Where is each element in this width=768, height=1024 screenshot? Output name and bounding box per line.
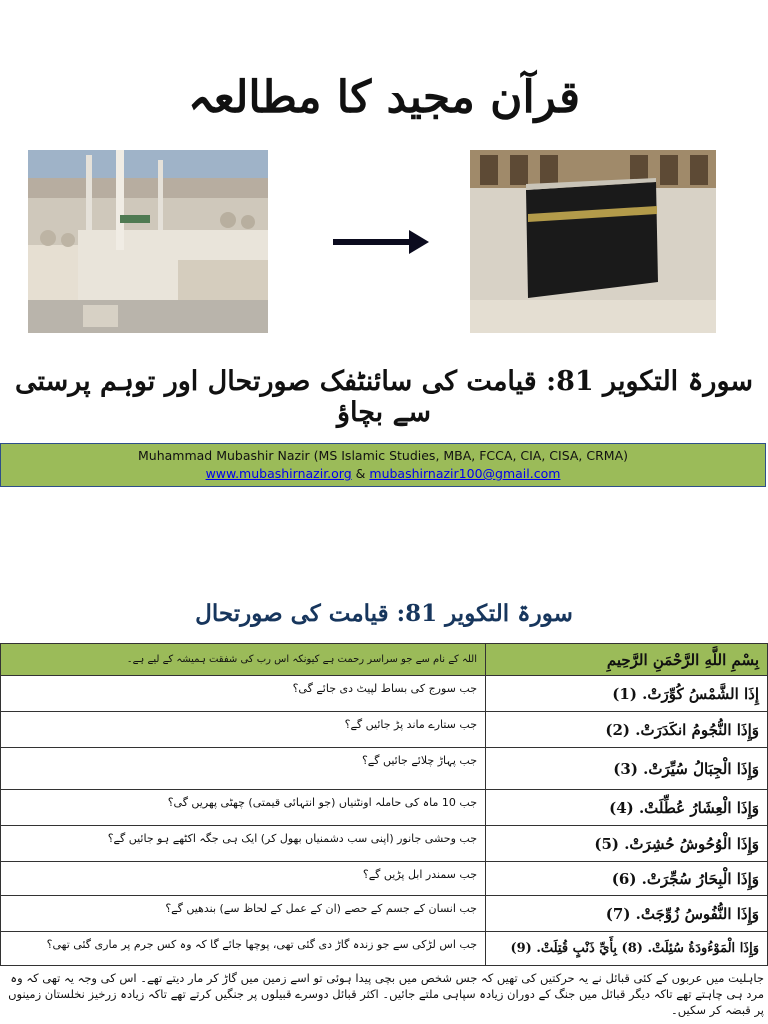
email-link[interactable]: mubashirnazir100@gmail.com <box>369 466 561 481</box>
section-title: سورۃ التکویر 81: قیامت کی صورتحال <box>195 600 573 627</box>
arabic-cell: وَإِذَا النُّفُوسُ زُوِّجَتْ. (7) <box>486 896 768 932</box>
table-row <box>1 712 768 748</box>
mosque-photo <box>28 150 268 333</box>
page-title: قرآن مجید کا مطالعہ <box>188 72 580 123</box>
arrow-right-icon <box>333 230 429 258</box>
author-line: Muhammad Mubashir Nazir (MS Islamic Studies, MBA, FCCA, CIA, CISA, CRMA) <box>137 448 629 463</box>
urdu-cell: جب سورج کی بساط لپیٹ دی جائے گی؟ <box>1 676 486 712</box>
table-row <box>1 748 768 790</box>
verse-table <box>0 643 768 966</box>
separator: & <box>355 466 366 481</box>
arabic-cell: وَإِذَا الْمَوْءُودَةُ سُئِلَتْ. (8) بِأَيِّ ذَنْبٍ قُتِلَتْ. (9) <box>486 932 768 966</box>
urdu-cell: جب وحشی جانور (اپنی سب دشمنیاں بھول کر) ایک ہی جگہ اکٹھے ہو جائیں گے؟ <box>1 826 486 862</box>
arabic-cell: وَإِذَا النُّجُومُ انكَدَرَتْ. (2) <box>486 712 768 748</box>
arabic-cell: وَإِذَا الْعِشَارُ عُطِّلَتْ. (4) <box>486 790 768 826</box>
table-row <box>1 826 768 862</box>
urdu-cell: جب ستارے ماند پڑ جائیں گے؟ <box>1 712 486 748</box>
table-row <box>1 862 768 896</box>
arabic-cell: وَإِذَا الْبِحَارُ سُجِّرَتْ. (6) <box>486 862 768 896</box>
footer-note: جاہلیت میں عربوں کے کئی قبائل نے یہ حرکتیں کی تھیں کہ جس شخص میں بچی پیدا ہوئی تو اسے زمین میں گاڑ کر مار دیتے تھے۔ اس کی وجہ یہ تھی کہ وہ مرد ہی چاہتے تھے تاکہ دیگر قبائل میں جنگ کے دوران زیادہ سپاہی ملتے جائیں۔ اکثر قبائل دوسرے قبیلوں پر جنگیں کرتے تھے تاکہ زیادہ زرخیز نخلستان زمینوں پر قبضہ کر سکیں۔ <box>8 971 764 1017</box>
urdu-cell: جب سمندر ابل پڑیں گے؟ <box>1 862 486 896</box>
table-row <box>1 932 768 966</box>
kaaba-photo <box>470 150 716 333</box>
table-header-row <box>1 644 768 676</box>
urdu-cell: جب اس لڑکی سے جو زندہ گاڑ دی گئی تھی، پوچھا جائے گا کہ وہ کس جرم پر ماری گئی تھی؟ <box>1 932 486 966</box>
arabic-cell: وَإِذَا الْجِبَالُ سُيِّرَتْ. (3) <box>486 748 768 790</box>
arabic-cell: وَإِذَا الْوُحُوشُ حُشِرَتْ. (5) <box>486 826 768 862</box>
header-arabic: بِسْمِ اللَّهِ الرَّحْمَنِ الرَّحِيمِ <box>486 644 768 676</box>
website-link[interactable]: www.mubashirnazir.org <box>205 466 352 481</box>
urdu-cell: جب 10 ماہ کی حاملہ اونٹنیاں (جو انتہائی قیمتی) چھٹی پھریں گی؟ <box>1 790 486 826</box>
author-box <box>0 443 766 487</box>
urdu-cell: جب انسان کے جسم کے حصے (ان کے عمل کے لحاظ سے) بندھیں گے؟ <box>1 896 486 932</box>
table-row <box>1 676 768 712</box>
arabic-cell: إِذَا الشَّمْسُ كُوِّرَتْ. (1) <box>486 676 768 712</box>
header-urdu: اللہ کے نام سے جو سراسر رحمت ہے کیونکہ اس رب کی شفقت ہمیشہ کے لیے ہے۔ <box>1 644 486 676</box>
urdu-cell: جب پہاڑ چلائے جائیں گے؟ <box>1 748 486 790</box>
subtitle: سورۃ التکویر 81: قیامت کی سائنٹفک صورتحال اور توہم پرستی سے بچاؤ <box>14 366 754 428</box>
table-row <box>1 896 768 932</box>
table-row <box>1 790 768 826</box>
